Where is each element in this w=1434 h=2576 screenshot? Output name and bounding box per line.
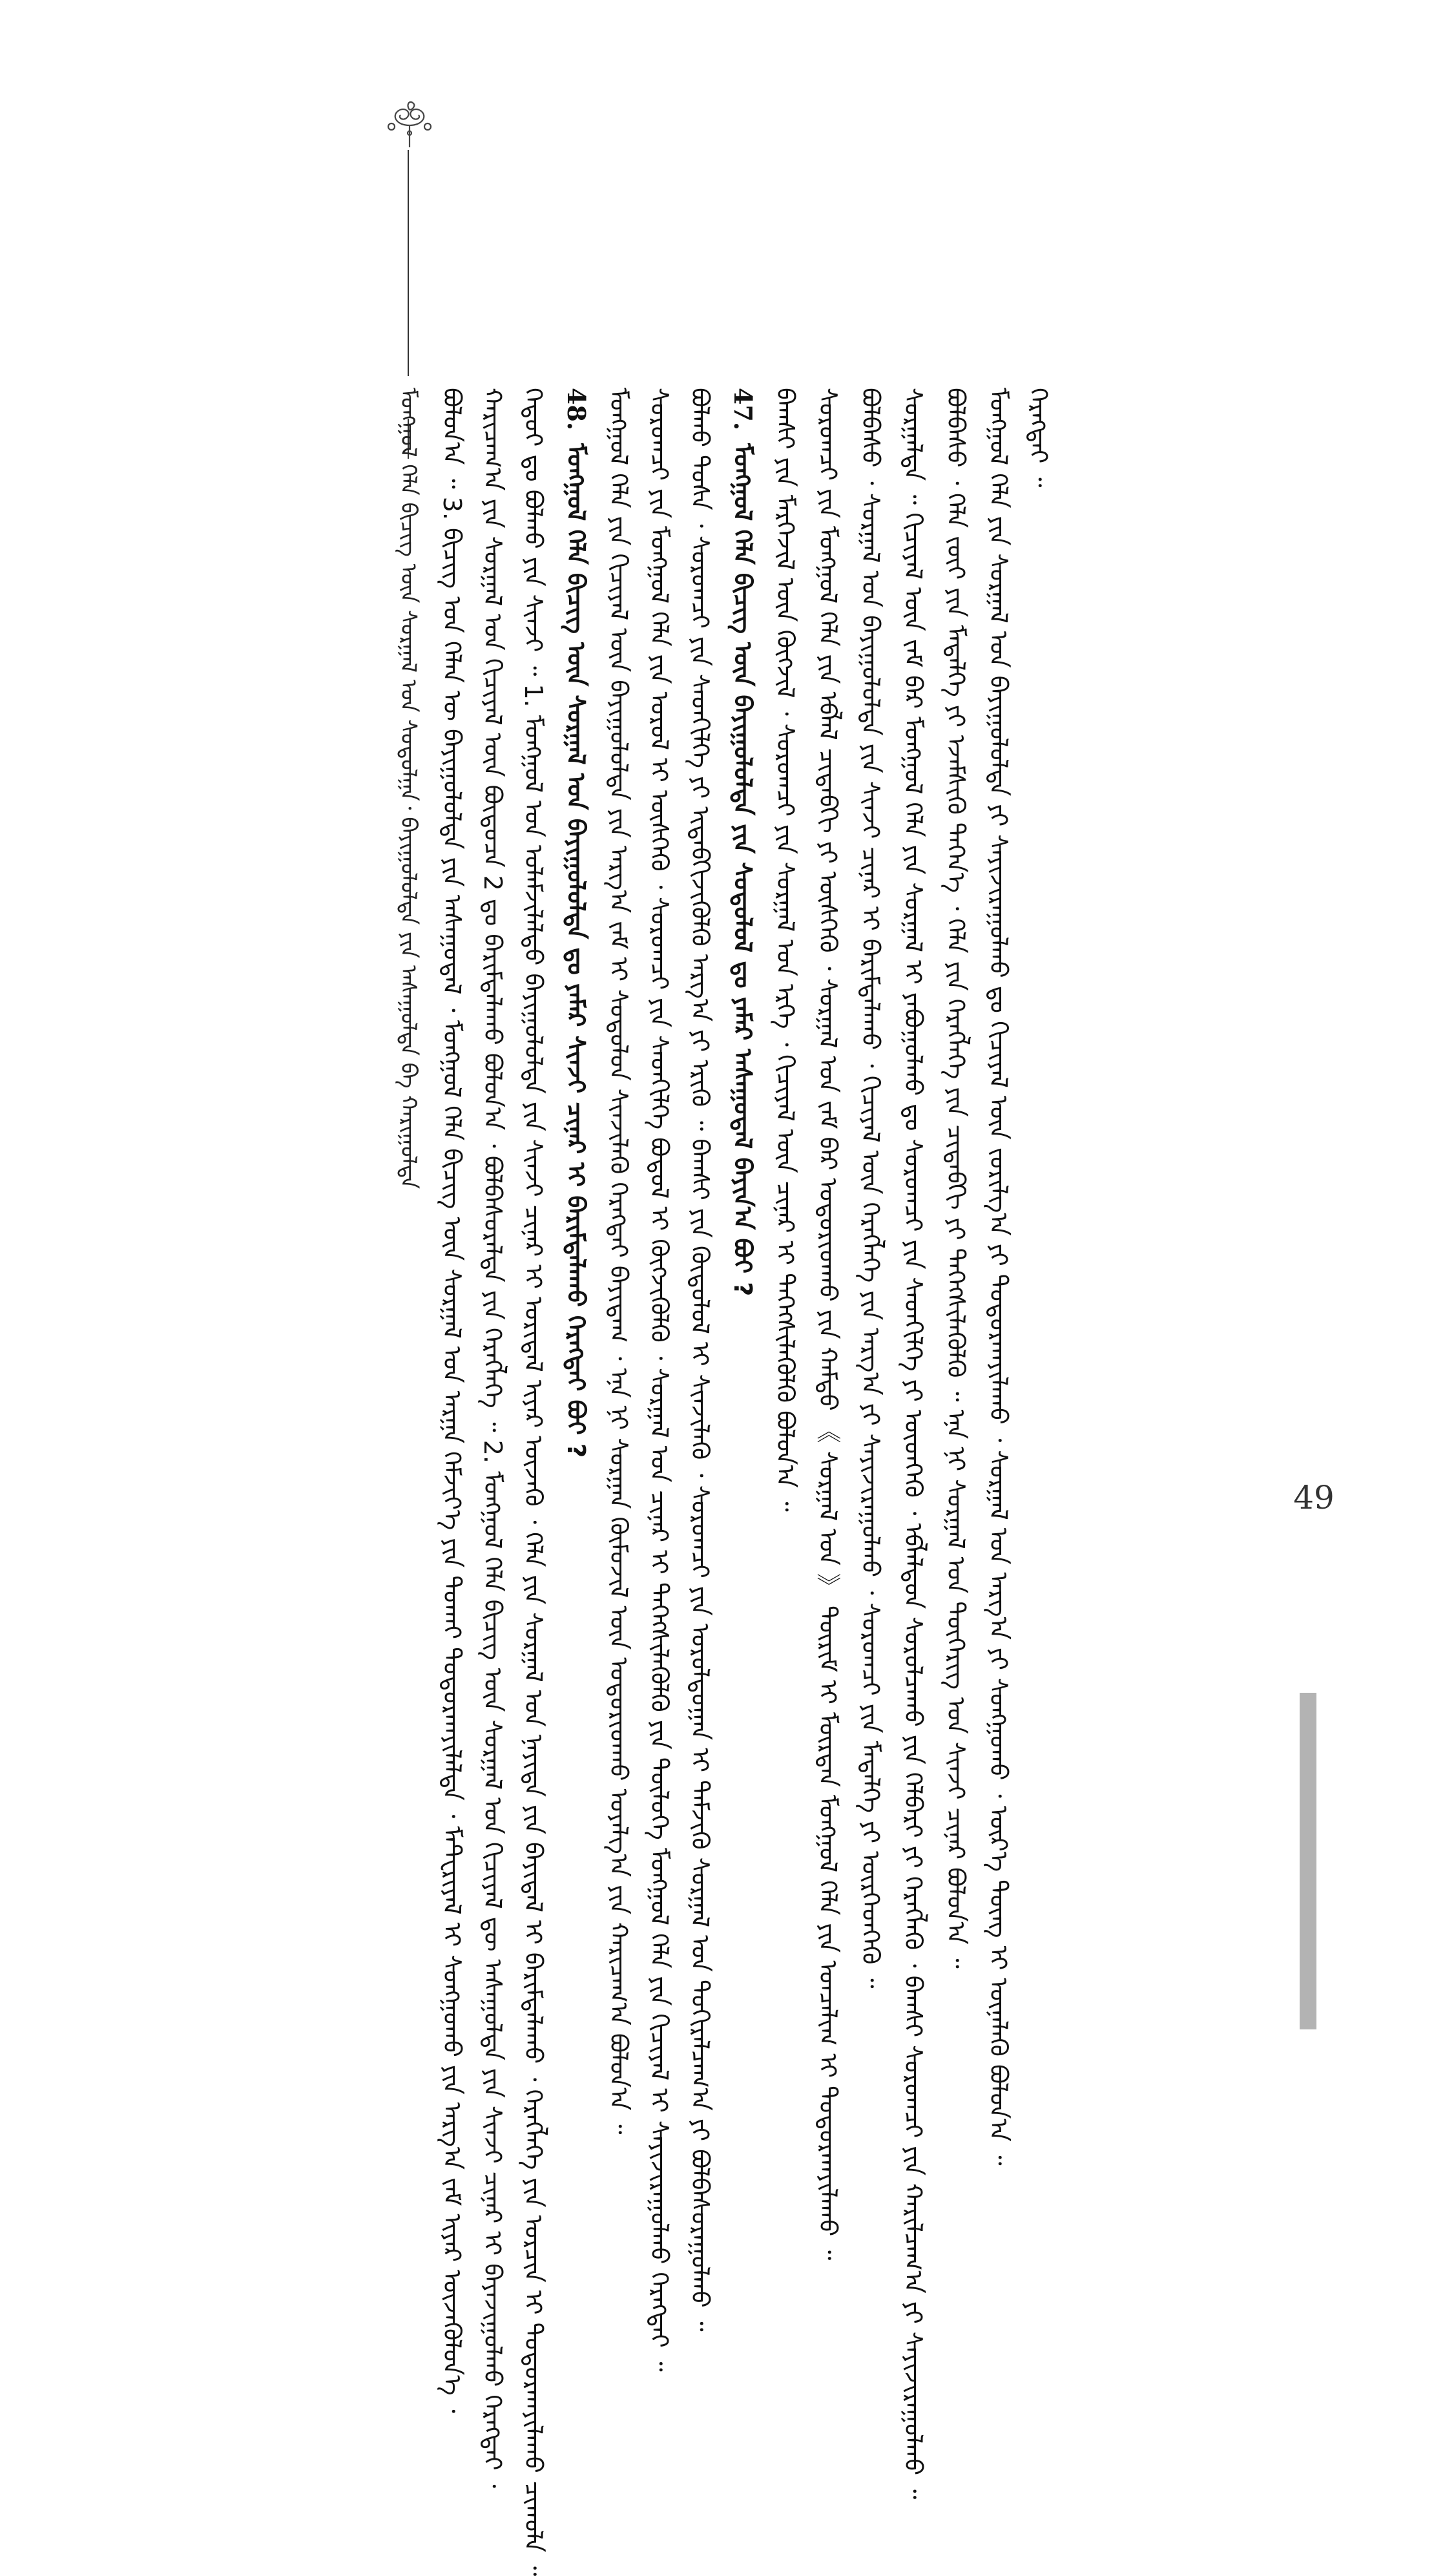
column-text: ᠮᠣᠩᠭᠣᠯ ᠬᠡᠯᠡ ᠶᠢᠨ ᠰᠤᠷᠭᠠᠯ ᠤᠨ ᠪᠠᠶᠢᠭᠤᠯᠤᠯᠲᠠ ᠶᠢ ᠰᠠᠶᠢᠵᠢᠷᠠᠭᠤᠯᠬᠤ ᠳᠤ ᠬᠢᠴᠢᠶᠡᠯ ᠦᠨ ᠵᠣᠷᠢᠯᠭ᠎ᠠ ᠶᠢ ᠲᠣᠳᠤᠷᠬᠠᠶᠢᠯᠠᠬᠤ ᠂ ᠰᠤᠷᠭᠠᠯ ᠤᠨ ᠠᠷᠭ᠎ᠠ ᠶᠢ ᠰᠤᠩᠭᠣᠬᠤ ᠂ ᠦᠷ᠎ᠡ ᠳᠦᠩ ᠢ ᠦᠨᠡᠯᠡᠬᠦ ᠪᠣᠯᠤᠨ᠎ᠠ ᠃ — [984, 388, 1013, 2166]
column-text: ᠬᠠᠷᠢᠴᠠᠭ᠎ᠠ ᠶᠢᠨ ᠰᠤᠷᠭᠠᠯ ᠤᠨ ᠬᠢᠴᠢᠶᠡᠯ ᠦᠨ ᠪᠦᠲᠦᠴᠡ 2 ᠳᠤ ᠪᠠᠷᠢᠮᠲᠠᠯᠠᠬᠤ ᠪᠣᠯᠤᠨ᠎ᠠ ᠂ ᠪᠣᠯᠪᠠᠰᠤᠷᠠᠯᠲᠠ ᠶᠢᠨ ᠬᠡᠷᠡᠭᠯᠡᠭᠡ ᠃ 2. ᠮᠣᠩᠭᠣᠯ ᠬᠡᠯᠡ ᠪᠢᠴᠢᠭ ᠦᠨ ᠰᠤᠷᠭᠠᠯ ᠤᠨ ᠬᠢᠴᠢᠶᠡᠯ ᠳᠦ ᠠᠰᠠᠭᠤᠯᠲᠠ ᠶᠢᠨ ᠰᠢᠨᠵᠢ ᠴᠢᠨᠠᠷ ᠢ ᠪᠠᠶᠠᠵᠢᠭᠤᠯᠬᠤ ᠬᠡᠷᠡᠭᠲᠡᠢ ᠂ — [479, 388, 507, 2489]
header-ornament-icon — [377, 97, 442, 149]
column-text: ᠪᠠᠭᠰᠢ ᠶᠢᠨ ᠮᠡᠷᠭᠡᠵᠢᠯ ᠦᠨ ᠬᠥᠭᠵᠢᠯ ᠂ ᠰᠤᠷᠤᠭᠴᠢ ᠶᠢᠨ ᠰᠤᠷᠭᠠᠯ ᠤᠨ ᠡᠷᠬᠡ ᠂ ᠬᠢᠴᠢᠶᠡᠯ ᠦᠨ ᠴᠢᠨᠠᠷ ᠢ ᠳᠡᠭᠡᠭᠰᠢᠯᠡᠭᠦᠯᠬᠦ ᠪᠣᠯᠤᠨ᠎ᠠ ᠃ — [771, 388, 800, 1512]
question-number: 47. — [729, 388, 758, 431]
column-text: ᠮᠣᠩᠭᠣᠯ ᠬᠡᠯᠡ ᠪᠢᠴᠢᠭ ᠦᠨ ᠰᠤᠷᠭᠠᠯ ᠤᠨ ᠪᠠᠶᠢᠭᠤᠯᠤᠯᠲᠠ ᠳᠤ ᠶᠠᠮᠠᠷ ᠰᠢᠨᠵᠢ ᠴᠢᠨᠠᠷ ᠢ ᠪᠠᠷᠢᠮᠲᠠᠯᠠᠬᠤ ᠬᠡᠷᠡᠭᠲᠡᠢ ᠪᠤᠢ ? — [562, 443, 590, 1458]
text-column — [892, 388, 935, 2500]
text-column — [431, 388, 473, 2413]
column-text: ᠰᠤᠷᠤᠭᠴᠢ ᠶᠢᠨ ᠮᠣᠩᠭᠣᠯ ᠬᠡᠯᠡ ᠶᠢᠨ ᠡᠪᠯᠡᠯ ᠴᠢᠳᠠᠪᠬᠢ ᠶᠢ ᠥᠰᠬᠡᠬᠦ ᠂ ᠰᠤᠷᠭᠠᠯ ᠤᠨ ᠵᠠᠮ ᠪᠠᠷ ᠤᠳᠤᠷᠢᠳᠬᠤ ᠶᠢᠨ ᠬᠠᠮᠲᠤ 《 ᠰᠤᠷᠭᠠᠯ ᠤᠨ 》 ᠳᠦᠷᠢᠮ ᠢ ᠮᠥᠷᠳᠡᠨ ᠮᠣᠩᠭᠣᠯ ᠬᠡᠯᠡ ᠶᠢᠨ ᠣᠨᠴᠠᠯᠢᠭ ᠢ ᠲᠣᠳᠤᠷᠬᠠᠶᠢᠯᠠᠬᠤ ᠃ — [814, 388, 842, 2261]
column-text: ᠪᠣᠯᠤᠨ᠎ᠠ ᠃ 3. ᠪᠢᠴᠢᠭ ᠤᠨ ᠬᠡᠯᠡᠨ ᠦ ᠪᠠᠶᠢᠭᠤᠯᠤᠯᠲᠠ ᠶᠢᠨ ᠠᠰᠠᠭᠤᠳᠠᠯ ᠂ ᠮᠣᠩᠭᠣᠯ ᠬᠡᠯᠡ ᠪᠢᠴᠢᠭ ᠦᠨ ᠰᠤᠷᠭᠠᠯ ᠤᠨ ᠠᠷᠭᠠ ᠬᠡᠮᠵᠢᠶ᠎ᠡ ᠶᠢᠨ ᠲᠤᠬᠠᠢ ᠲᠣᠳᠤᠷᠬᠠᠶᠢᠯᠠᠯᠲᠠ ᠂ ᠮᠠᠲ᠋ᠧᠷᠢᠶᠠᠯ ᠢ ᠰᠣᠩᠭᠣᠬᠤ ᠶᠢᠨ ᠠᠷᠭ᠎ᠠ ᠵᠠᠮ ᠢᠶᠠᠷ ᠦᠵᠡᠭᠦᠯᠦᠨ᠎ᠡ ᠂ — [438, 388, 466, 2413]
column-text: ᠪᠣᠯᠬᠤ ᠲᠤᠰᠠ ᠂ ᠰᠤᠷᠤᠭᠴᠢ ᠶᠢᠨ ᠰᠡᠳᠬᠢᠯᠭᠡ ᠶᠢ ᠢᠳᠡᠪᠬᠢᠵᠢᠭᠦᠯᠬᠦ ᠠᠷᠭ᠎ᠠ ᠶᠢ ᠡᠷᠢᠬᠦ ᠃ ᠪᠠᠭᠰᠢ ᠶᠢᠨ ᠬᠦᠳᠦᠯᠦᠯ ᠢ ᠰᠢᠨᠵᠢᠯᠡᠬᠦ ᠂ ᠰᠤᠷᠤᠭᠴᠢ ᠶᠢᠨ ᠤᠷᠤᠯᠳᠤᠭᠠᠨ ᠢ ᠳᠡᠮᠵᠢᠬᠦ ᠰᠤᠷᠭᠠᠯ ᠤᠨ ᠲᠣᠬᠢᠷᠠᠯᠴᠠᠭ᠎ᠠ ᠶᠢ ᠪᠣᠯᠪᠠᠰᠤᠷᠠᠭᠤᠯᠬᠤ ᠃ — [686, 388, 714, 2332]
column-text: ᠰᠤᠷᠭᠠᠯᠲᠠ ᠃ ᠬᠢᠴᠢᠶᠡᠯ ᠦᠨ ᠵᠠᠮ ᠪᠠᠷ ᠮᠣᠩᠭᠣᠯ ᠬᠡᠯᠡ ᠶᠢᠨ ᠰᠤᠷᠭᠠᠯ ᠢ ᠶᠠᠪᠤᠭᠤᠯᠬᠤ ᠳᠤ ᠰᠤᠷᠤᠭᠴᠢ ᠶᠢᠨ ᠰᠡᠳᠬᠢᠯᠭᠡ ᠶᠢ ᠥᠳᠬᠡᠬᠦ ᠂ ᠡᠪᠯᠡᠯᠳᠦᠨ ᠰᠤᠷᠤᠯᠴᠠᠬᠤ ᠶᠢᠨ ᠬᠡᠯᠪᠡᠷᠢ ᠶᠢ ᠬᠡᠷᠡᠭᠯᠡᠬᠦ ᠂ ᠪᠠᠭᠰᠢ ᠰᠤᠷᠤᠭᠴᠢ ᠶᠢᠨ ᠬᠠᠷᠢᠯᠴᠠᠭ᠎ᠠ ᠶᠢ ᠰᠠᠶᠢᠵᠢᠷᠠᠭᠤᠯᠬᠤ ᠃ — [899, 388, 928, 2500]
column-text: ᠪᠣᠯᠪᠠᠰᠤ ᠂ ᠰᠤᠷᠭᠠᠯ ᠤᠨ ᠪᠠᠶᠢᠭᠤᠯᠤᠯᠲᠠ ᠶᠢᠨ ᠰᠢᠨᠵᠢ ᠴᠢᠨᠠᠷ ᠢ ᠪᠠᠷᠢᠮᠲᠠᠯᠠᠬᠤ ᠂ ᠬᠢᠴᠢᠶᠡᠯ ᠦᠨ ᠬᠡᠷᠡᠭᠯᠡᠭᠡ ᠶᠢᠨ ᠠᠷᠭ᠎ᠠ ᠶᠢ ᠰᠠᠶᠢᠵᠢᠷᠠᠭᠤᠯᠬᠤ ᠂ ᠰᠤᠷᠤᠭᠴᠢ ᠶᠢᠨ ᠮᠡᠳᠡᠯᠭᠡ ᠶᠢ ᠥᠷᠭᠡᠳᠭᠡᠬᠦ ᠃ — [857, 388, 885, 1989]
bookmark-strip — [1300, 1693, 1316, 2029]
column-text: ᠰᠤᠷᠤᠭᠴᠢ ᠶᠢᠨ ᠮᠣᠩᠭᠣᠯ ᠬᠡᠯᠡ ᠶᠢᠨ ᠤᠷᠤᠯ ᠢ ᠥᠰᠬᠡᠬᠦ ᠂ ᠰᠤᠷᠤᠭᠴᠢ ᠶᠢᠨ ᠰᠡᠳᠬᠢᠯᠭᠡ ᠪᠣᠳᠤᠯ ᠢ ᠬᠥᠭᠵᠢᠭᠦᠯᠬᠦ ᠂ ᠰᠤᠷᠭᠠᠯ ᠤᠨ ᠴᠢᠨᠠᠷ ᠢ ᠳᠡᠭᠡᠭᠰᠢᠯᠡᠭᠦᠯᠬᠦ ᠶᠢᠨ ᠲᠥᠯᠥᠭᠡ ᠮᠣᠩᠭᠣᠯ ᠬᠡᠯᠡ ᠶᠢᠨ ᠬᠢᠴᠢᠶᠡᠯ ᠢ ᠰᠠᠶᠢᠵᠢᠷᠠᠭᠤᠯᠬᠤ ᠬᠡᠷᠡᠭᠲᠡᠢ ᠃ — [645, 388, 674, 2372]
running-title: ᠮᠣᠩᠭᠣᠯ ᠬᠡᠯᠡ ᠪᠢᠴᠢᠭ ᠦᠨ ᠰᠤᠷᠭᠠᠯ ᠤᠨ ᠰᠤᠳᠤᠯᠭᠠ᠂ ᠪᠠᠶᠢᠭᠤᠯᠤᠯᠲᠠ ᠶᠢᠨ ᠠᠰᠠᠭᠤᠯᠲᠠ ᠪᠠ ᠬᠠᠷᠢᠭᠤᠯᠲᠠ — [395, 388, 421, 1189]
text-column — [977, 388, 1020, 2166]
text-column — [807, 388, 849, 2261]
text-column — [555, 388, 598, 1460]
text-column — [935, 388, 977, 1969]
text-column — [472, 388, 514, 2489]
column-text: ᠬᠡᠳᠦᠢ ᠳᠤ ᠪᠣᠯᠬᠤ ᠶᠢᠨ ᠰᠢᠨᠵᠢ ᠃ 1. ᠮᠣᠩᠭᠣᠯ ᠤᠨ ᠤᠯᠠᠮᠵᠢᠯᠠᠯᠲᠤ ᠪᠠᠶᠢᠭᠤᠯᠤᠯᠲᠠ ᠶᠢᠨ ᠰᠢᠨᠵᠢ ᠴᠢᠨᠠᠷ ᠢ ᠤᠷᠢᠳᠠᠯ ᠢᠶᠠᠷ ᠦᠵᠡᠬᠦ ᠂ ᠬᠡᠯᠡ ᠶᠢᠨ ᠰᠤᠷᠭᠠᠯ ᠤᠨ ᠨᠡᠶᠢᠲᠡ ᠶᠢᠨ ᠪᠠᠶᠢᠳᠠᠯ ᠢ ᠪᠠᠷᠢᠮᠲᠠᠯᠠᠬᠤ ᠂ ᠬᠡᠷᠡᠭᠯᠡᠭᠡ ᠶᠢᠨ ᠤᠷᠴᠢᠨ ᠢ ᠲᠣᠳᠤᠷᠬᠠᠶᠢᠯᠠᠬᠤ ᠴᠢᠬᠤᠯᠠ ᠃ — [519, 388, 548, 2576]
header-rule — [408, 150, 409, 376]
text-column — [679, 388, 722, 2332]
column-text: ᠮᠣᠩᠭᠣᠯ ᠬᠡᠯᠡ ᠶᠢᠨ ᠬᠢᠴᠢᠶᠡᠯ ᠦᠨ ᠪᠠᠶᠢᠭᠤᠯᠤᠯᠲᠠ ᠶᠢᠨ ᠠᠷᠭ᠎ᠠ ᠵᠠᠮ ᠢ ᠰᠤᠳᠤᠯᠤᠨ ᠰᠢᠨᠵᠢᠯᠡᠬᠦ ᠬᠡᠷᠡᠭᠲᠡᠢ ᠪᠠᠶᠢᠳᠠᠭ ᠂ ᠡᠨᠡ ᠨᠢ ᠰᠤᠷᠭᠠᠨ ᠬᠥᠮᠦᠵᠢᠯ ᠦᠨ ᠤᠳᠤᠷᠢᠳᠬᠤ ᠤᠶᠠᠯᠭ᠎ᠠ ᠶᠢᠨ ᠬᠠᠷᠢᠴᠠᠭ᠎ᠠ ᠪᠣᠯᠤᠨ᠎ᠠ ᠃ — [605, 388, 633, 2135]
column-text: ᠮᠣᠩᠭᠣᠯ ᠬᠡᠯᠡ ᠪᠢᠴᠢᠭ ᠦᠨ ᠪᠠᠶᠢᠭᠤᠯᠤᠯᠲᠠ ᠶᠢᠨ ᠰᠤᠳᠤᠯᠤᠯ ᠳᠤ ᠶᠠᠮᠠᠷ ᠠᠰᠠᠭᠤᠳᠠᠯ ᠪᠠᠶᠢᠨ᠎ᠠ ᠪᠤᠢ ? — [729, 443, 757, 1297]
question-number: 48. — [562, 388, 591, 431]
text-column — [722, 388, 764, 1460]
column-text: ᠬᠡᠷᠡᠭᠲᠡᠢ ᠃ — [1024, 388, 1053, 488]
text-column — [598, 388, 640, 2135]
text-column — [512, 388, 555, 2576]
page-number: 49 — [1293, 1479, 1335, 1516]
text-column — [1017, 388, 1060, 517]
text-column — [638, 388, 681, 2372]
column-text: ᠪᠣᠯᠪᠠᠰᠤ ᠂ ᠬᠡᠯᠡ ᠵᠦᠢ ᠶᠢᠨ ᠮᠡᠳᠡᠯᠭᠡ ᠶᠢ ᠡᠵᠡᠮᠰᠢᠬᠦ ᠳᠡᠭᠡᠨ᠎ᠡ ᠂ ᠬᠡᠯᠡ ᠶᠢᠨ ᠬᠡᠷᠡᠭᠯᠡᠭᠡ ᠶᠢᠨ ᠴᠢᠳᠠᠪᠬᠢ ᠶᠢ ᠳᠡᠭᠡᠭᠰᠢᠯᠡᠭᠦᠯᠬᠦ ᠃ ᠡᠨᠡ ᠨᠢ ᠰᠤᠷᠭᠠᠯ ᠤᠨ ᠲᠥᠭᠡᠷᠢᠭ ᠤᠨ ᠰᠢᠨᠵᠢ ᠴᠢᠨᠠᠷ ᠪᠣᠯᠤᠨ᠎ᠠ ᠃ — [942, 388, 970, 1969]
text-column — [764, 388, 807, 1512]
text-column — [849, 388, 892, 1989]
